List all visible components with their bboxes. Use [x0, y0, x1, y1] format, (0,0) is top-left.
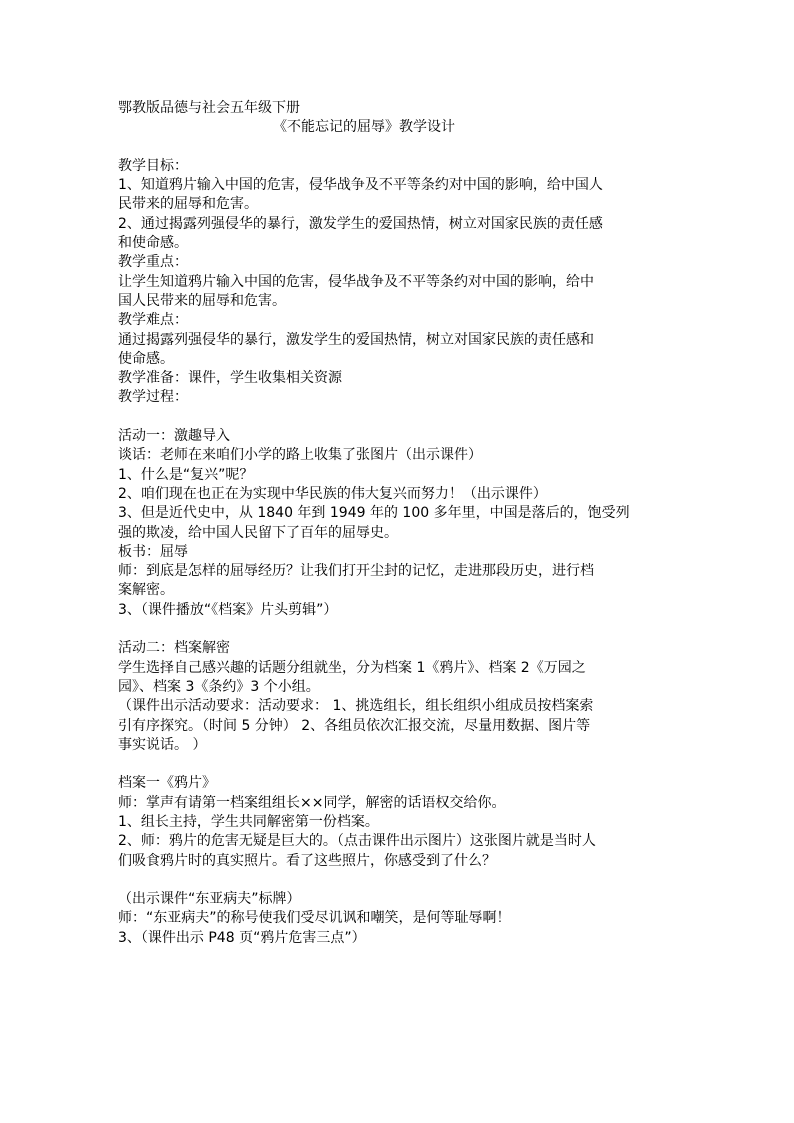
text-line: 师：掌声有请第一档案组组长××同学，解密的话语权交给你。 [118, 794, 506, 811]
text-line: 谈话：老师在来咱们小学的路上收集了张图片（出示课件） [118, 447, 482, 464]
text-line: 3、（课件播放“《档案》片头剪辑”） [118, 601, 338, 618]
text-line: 教学重点： [118, 254, 188, 271]
text-line: 民带来的屈辱和危害。 [118, 196, 258, 213]
text-line: 档案一《鸦片》 [118, 775, 216, 792]
document-header: 鄂教版品德与社会五年级下册 [118, 100, 300, 116]
text-line: 1、组长主持，学生共同解密第一份档案。 [118, 813, 379, 830]
text-line: 学生选择自己感兴趣的话题分组就坐，分为档案 1《鸦片》、档案 2《万园之 [118, 659, 586, 676]
document-page [118, 99, 678, 948]
text-line: 师：“东亚病夫”的称号使我们受尽讥讽和嘲笑，是何等耻辱啊！ [118, 910, 511, 927]
text-line: 活动二：档案解密 [118, 640, 230, 657]
text-line: 们吸食鸦片时的真实照片。看了这些照片，你感受到了什么？ [118, 852, 496, 869]
text-line [118, 620, 678, 639]
text-line: 板书：屈辱 [118, 543, 188, 560]
text-line: 事实说话。 ） [118, 736, 207, 753]
text-line: 教学过程： [118, 389, 188, 406]
text-line: 通过揭露列强侵华的暴行，激发学生的爱国热情，树立对国家民族的责任感和 [118, 331, 594, 348]
text-line: 和使命感。 [118, 235, 188, 252]
text-line: 1、知道鸦片输入中国的危害，侵华战争及不平等条约对中国的影响，给中国人 [118, 177, 603, 194]
text-line [118, 871, 678, 890]
text-line: 园》、档案 3《条约》3 个小组。 [118, 678, 320, 695]
text-line [118, 138, 678, 157]
text-line [118, 755, 678, 774]
text-line: （课件出示活动要求：活动要求： 1、挑选组长，组长组织小组成员按档案索 [118, 698, 594, 715]
document-body [118, 138, 678, 948]
text-line: （出示课件“东亚病夫”标牌） [118, 891, 301, 908]
text-line: 1、什么是“复兴”呢？ [118, 466, 254, 483]
text-line: 2、咱们现在也正在为实现中华民族的伟大复兴而努力！（出示课件） [118, 485, 547, 502]
text-line: 国人民带来的屈辱和危害。 [118, 292, 286, 309]
text-line: 2、师：鸦片的危害无疑是巨大的。（点击课件出示图片）这张图片就是当时人 [118, 833, 596, 850]
text-line: 师：到底是怎样的屈辱经历？让我们打开尘封的记忆，走进那段历史，进行档 [118, 563, 594, 580]
text-line: 教学难点： [118, 312, 188, 329]
text-line: 3、（课件出示 P48 页“鸦片危害三点”） [118, 929, 366, 946]
text-line: 让学生知道鸦片输入中国的危害，侵华战争及不平等条约对中国的影响，给中 [118, 273, 594, 290]
text-line: 强的欺凌，给中国人民留下了百年的屈辱史。 [118, 524, 398, 541]
text-line: 活动一：激趣导入 [118, 428, 230, 445]
text-line [118, 408, 678, 427]
text-line: 教学准备：课件，学生收集相关资源 [118, 370, 342, 387]
text-line: 教学目标： [118, 157, 188, 174]
text-line: 使命感。 [118, 350, 174, 367]
document-title: 《不能忘记的屈辱》教学设计 [273, 119, 455, 136]
text-line: 3、但是近代史中，从 1840 年到 1949 年的 100 多年里，中国是落后的，饱受列 [118, 505, 630, 522]
text-line: 案解密。 [118, 582, 174, 599]
text-line: 2、通过揭露列强侵华的暴行，激发学生的爱国热情，树立对国家民族的责任感 [118, 215, 603, 232]
text-line: 引有序探究。（时间 5 分钟） 2、各组员依次汇报交流，尽量用数据、图片等 [118, 717, 591, 734]
